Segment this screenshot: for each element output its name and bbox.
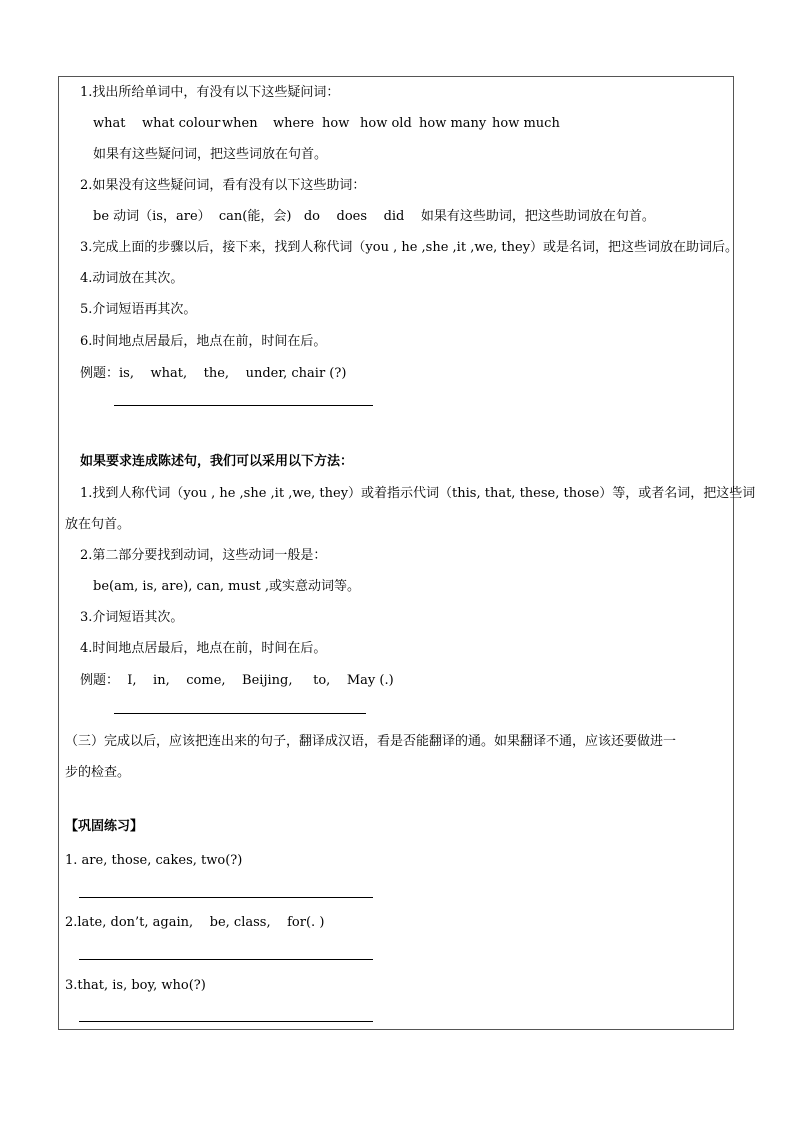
s2-example: 例题： I, in, come, Beijing, to, May (.) <box>80 673 394 688</box>
question-word: how much <box>492 116 560 131</box>
practice-item: 3.that, is, boy, who(?) <box>65 978 206 993</box>
s1-step6: 6.时间地点居最后，地点在前，时间在后。 <box>80 334 327 349</box>
s2-step1-line1: 1.找到人称代词（you , he ,she ,it ,we, they）或着指示代词（this, that, these, those）等，或者名词，把这些词 <box>80 486 756 501</box>
practice-item: 2.late, don’t, again, be, class, for(. ) <box>65 915 325 930</box>
question-word: where <box>273 116 315 131</box>
answer-line <box>114 713 366 714</box>
s1-step1-note: 如果有这些疑问词，把这些词放在句首。 <box>93 147 328 162</box>
question-word: what <box>93 116 126 131</box>
s1-step2: 2.如果没有这些疑问词，看有没有以下这些助词： <box>80 178 366 193</box>
s1-step3: 3.完成上面的步骤以后，接下来，找到人称代词（you , he ,she ,it ,we, they）或是名词，把这些词放在助词后。 <box>80 240 739 255</box>
s1-step1: 1.找出所给单词中，有没有以下这些疑问词： <box>80 85 340 100</box>
answer-line <box>79 959 373 960</box>
question-word: how old <box>360 116 412 131</box>
question-word: what colour <box>142 116 221 131</box>
s2-step1-line2: 放在句首。 <box>65 517 131 532</box>
s2-step2-detail: be(am, is, are), can, must ,或实意动词等。 <box>93 579 361 594</box>
answer-line <box>114 405 373 406</box>
question-word: when <box>222 116 258 131</box>
answer-line <box>79 897 373 898</box>
s2-step4: 4.时间地点居最后，地点在前，时间在后。 <box>80 641 327 656</box>
s2-step3: 3.介词短语其次。 <box>80 610 184 625</box>
s3-line2: 步的检查。 <box>65 765 131 780</box>
s2-step2: 2.第二部分要找到动词，这些动词一般是： <box>80 548 327 563</box>
s2-heading: 如果要求连成陈述句，我们可以采用以下方法： <box>80 454 354 469</box>
practice-heading: 【巩固练习】 <box>65 819 144 834</box>
practice-item: 1. are, those, cakes, two(?) <box>65 853 243 868</box>
s1-step5: 5.介词短语再其次。 <box>80 302 197 317</box>
s1-step4: 4.动词放在其次。 <box>80 271 184 286</box>
answer-line <box>79 1021 373 1022</box>
question-word: how many <box>419 116 487 131</box>
s1-step2-detail: be 动词（is，are） can(能，会) do does did 如果有这些助词，把这些助词放在句首。 <box>93 209 655 224</box>
s3-line1: （三）完成以后，应该把连出来的句子，翻译成汉语，看是否能翻译的通。如果翻译不通，应该还要做进一 <box>65 734 677 749</box>
s1-example: 例题：is, what, the, under, chair (?) <box>80 366 347 381</box>
question-word: how <box>322 116 350 131</box>
